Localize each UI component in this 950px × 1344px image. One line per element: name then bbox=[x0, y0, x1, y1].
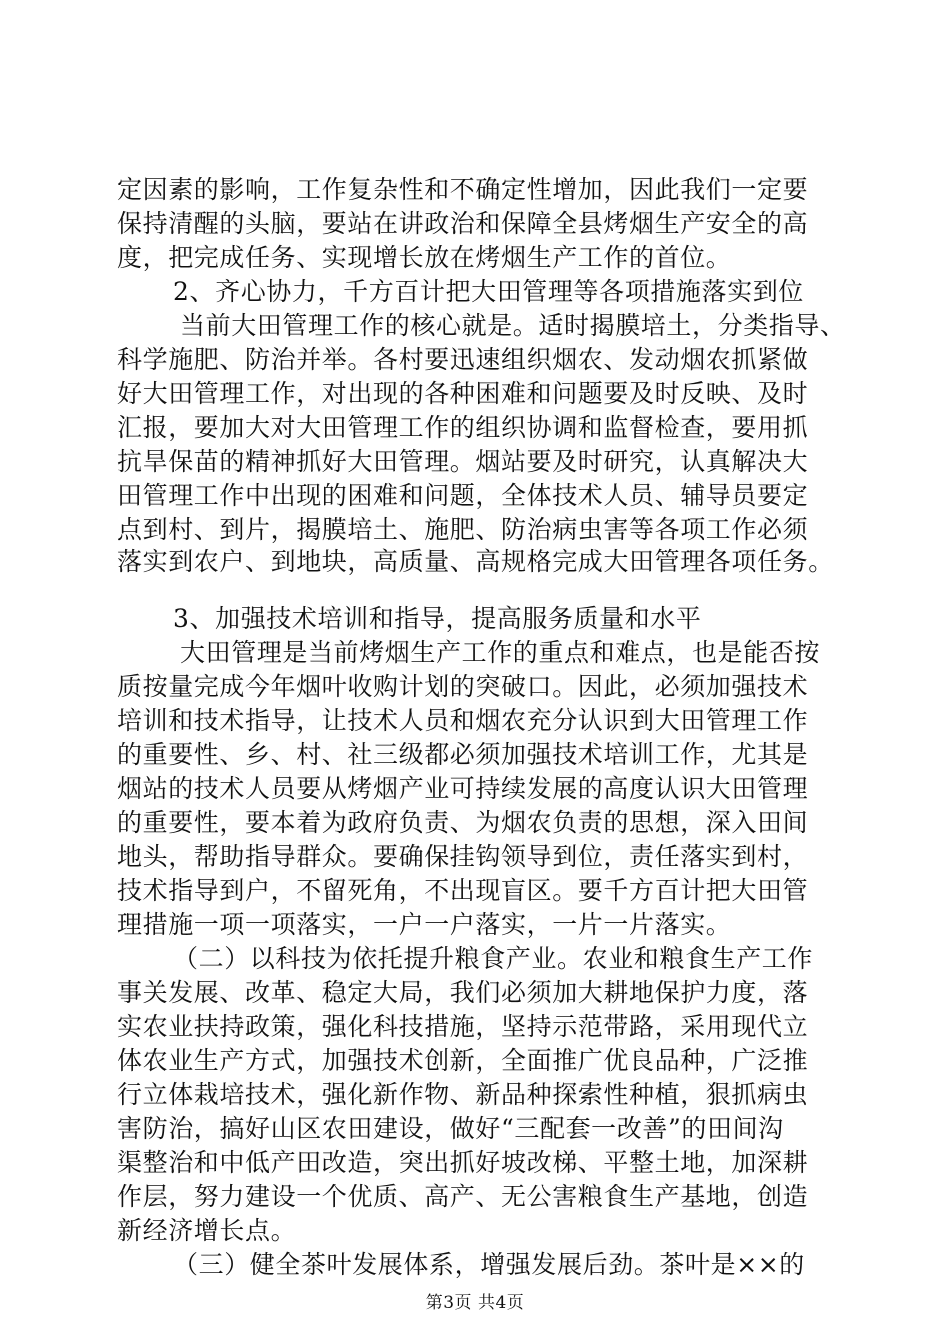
text-line: 事关发展、改革、稳定大局，我们必须加大耕地保护力度，落 bbox=[117, 978, 809, 1007]
text-line: 实农业扶持政策，强化科技措施，坚持示范带路，采用现代立 bbox=[117, 1012, 809, 1041]
text-line: 行立体栽培技术，强化新作物、新品种探索性种植，狠抓病虫 bbox=[117, 1080, 809, 1109]
text-line: 害防治，搞好山区农田建设，做好“三配套一改善”的田间沟 bbox=[117, 1114, 784, 1143]
text-line: 新经济增长点。 bbox=[117, 1216, 297, 1245]
text-line: 渠整治和中低产田改造，突出抓好坡改梯、平整土地，加深耕 bbox=[117, 1148, 809, 1177]
text-line: 技术指导到户，不留死角，不出现盲区。要千方百计把大田管 bbox=[117, 876, 809, 905]
section-heading-2: 2、齐心协力，千方百计把大田管理等各项措施落实到位 bbox=[173, 277, 804, 306]
text-line: 度，把完成任务、实现增长放在烤烟生产工作的首位。 bbox=[117, 243, 732, 272]
text-line: 落实到农户、到地块，高质量、高规格完成大田管理各项任务。 bbox=[117, 547, 834, 576]
page-footer: 第3页 共4页 bbox=[425, 1293, 525, 1313]
text-line: 体农业生产方式，加强技术创新，全面推广优良品种，广泛推 bbox=[117, 1046, 809, 1075]
text-line: 地头，帮助指导群众。要确保挂钩领导到位，责任落实到村， bbox=[117, 842, 809, 871]
text-line: 田管理工作中出现的困难和问题，全体技术人员、辅导员要定 bbox=[117, 481, 809, 510]
text-line: 大田管理是当前烤烟生产工作的重点和难点，也是能否按 bbox=[180, 638, 821, 667]
text-line: 质按量完成今年烟叶收购计划的突破口。因此，必须加强技术 bbox=[117, 672, 809, 701]
text-line: 当前大田管理工作的核心就是。适时揭膜培土，分类指导、 bbox=[180, 311, 846, 340]
text-line: 作层，努力建设一个优质、高产、无公害粮食生产基地，创造 bbox=[117, 1182, 809, 1211]
section-heading-3: 3、加强技术培训和指导，提高服务质量和水平 bbox=[173, 604, 702, 633]
text-line: 的重要性、乡、村、社三级都必须加强技术培训工作，尤其是 bbox=[117, 740, 809, 769]
text-line: 点到村、到片，揭膜培土、施肥、防治病虫害等各项工作必须 bbox=[117, 515, 809, 544]
text-line: 定因素的影响，工作复杂性和不确定性增加，因此我们一定要 bbox=[117, 175, 809, 204]
text-line: 科学施肥、防治并举。各村要迅速组织烟农、发动烟农抓紧做 bbox=[117, 345, 809, 374]
text-line: 的重要性，要本着为政府负责、为烟农负责的思想，深入田间 bbox=[117, 808, 809, 837]
text-line: 培训和技术指导，让技术人员和烟农充分认识到大田管理工作 bbox=[117, 706, 809, 735]
text-line: 汇报，要加大对大田管理工作的组织协调和监督检查，要用抓 bbox=[117, 413, 809, 442]
text-line: 抗旱保苗的精神抓好大田管理。烟站要及时研究，认真解决大 bbox=[117, 447, 809, 476]
text-line: 好大田管理工作，对出现的各种困难和问题要及时反映、及时 bbox=[117, 379, 809, 408]
text-line: 保持清醒的头脑，要站在讲政治和保障全县烤烟生产安全的高 bbox=[117, 209, 809, 238]
text-line: 烟站的技术人员要从烤烟产业可持续发展的高度认识大田管理 bbox=[117, 774, 809, 803]
text-line: （二）以科技为依托提升粮食产业。农业和粮食生产工作 bbox=[173, 944, 814, 973]
text-line: 理措施一项一项落实，一户一户落实，一片一片落实。 bbox=[117, 910, 732, 939]
text-line: （三）健全茶叶发展体系，增强发展后劲。茶叶是××的 bbox=[173, 1250, 805, 1279]
